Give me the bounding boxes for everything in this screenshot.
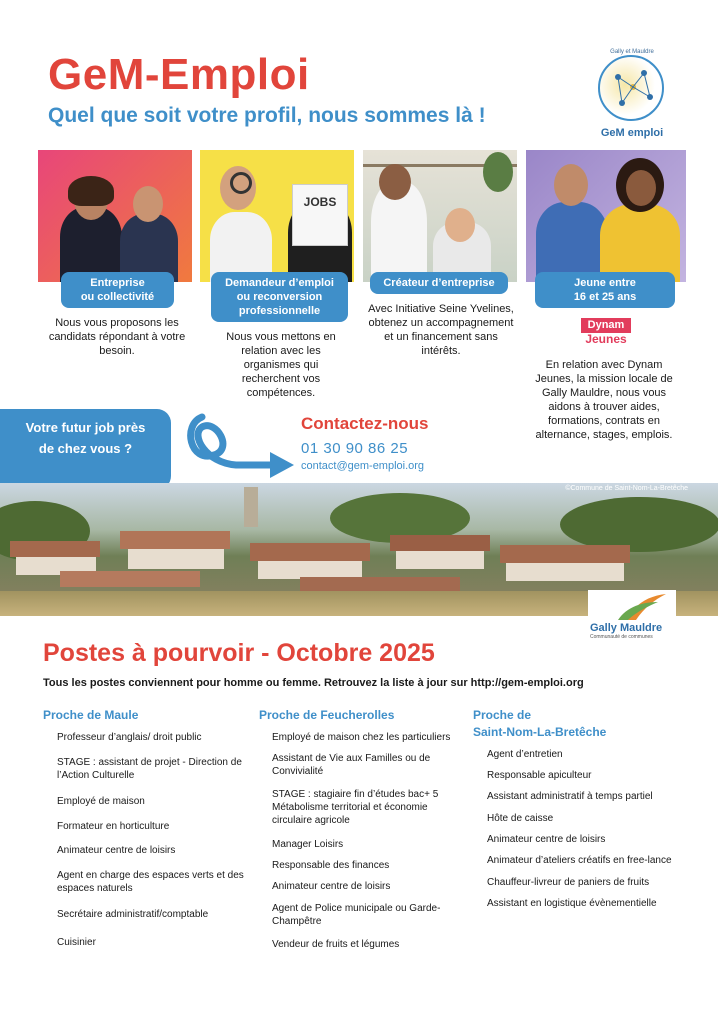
dynam-jeunes-logo: [581, 318, 631, 346]
list-item: Responsable des finances: [272, 860, 390, 871]
list-item: STAGE : assistant de projet - Direction de l’Action Culturelle: [57, 757, 242, 781]
list-item: Formateur en horticulture: [57, 821, 170, 832]
church-tower: [244, 487, 258, 527]
roof: [120, 531, 230, 549]
photo-credit: ©Commune de Saint-Nom-La-Bretêche: [565, 485, 688, 492]
person-woman: [600, 204, 680, 282]
roof: [10, 541, 100, 557]
jobs-sign: JOBS: [292, 184, 348, 246]
partner-name: Gally Mauldre: [590, 622, 663, 634]
roof: [500, 545, 630, 563]
list-item: Secrétaire administratif/comptable: [57, 909, 209, 920]
house: [396, 551, 484, 569]
list-item: Assistant en logistique évènementielle: [487, 898, 657, 909]
list-item: Assistant administratif à temps partiel: [487, 791, 653, 802]
gally-mauldre-logo: [588, 590, 676, 640]
job-bubble: [0, 409, 171, 490]
logo-caption-top: Gally et Mauldre: [610, 49, 654, 55]
list-item: Hôte de caisse: [487, 813, 554, 824]
badge-jeune: Jeune entre 16 et 25 ans: [535, 272, 675, 308]
list-item: Manager Loisirs: [272, 839, 344, 850]
list-item: Animateur d’ateliers créatifs en free-lance: [487, 855, 672, 866]
list-item: Cuisinier: [57, 937, 96, 948]
desc-demandeur: Nous vous mettons en relation avec les organismes qui recherchent vos compétences.: [226, 331, 336, 399]
job-bubble-text: Votre futur job près de chez vous ?: [25, 420, 146, 456]
house: [506, 563, 624, 581]
roof: [390, 535, 490, 551]
photo-createur: [363, 150, 517, 282]
list-item: Animateur centre de loisirs: [57, 845, 176, 856]
list-item: Chauffeur-livreur de paniers de fruits: [487, 877, 650, 888]
house: [128, 549, 224, 569]
list-item: Animateur centre de loisirs: [272, 881, 391, 892]
contact-phone[interactable]: 01 30 90 86 25: [301, 440, 409, 457]
person-man: [536, 202, 608, 282]
plant: [483, 152, 513, 192]
page-subtitle: Quel que soit votre profil, nous sommes là !: [48, 104, 486, 127]
page-title: GeM-Emploi: [48, 50, 310, 99]
list-item: Agent de Police municipale ou Garde-Champêtre: [272, 903, 441, 927]
magnifier-icon: [230, 172, 252, 194]
dynam-logo-top: Dynam: [581, 318, 631, 333]
network-icon: [600, 57, 666, 123]
list-item: Employé de maison: [57, 796, 145, 807]
logo-emblem: [598, 55, 664, 121]
dynam-logo-bottom: Jeunes: [585, 332, 627, 346]
hair: [68, 176, 114, 206]
badge-entreprise: Entreprise ou collectivité: [61, 272, 174, 308]
list-item: Agent en charge des espaces verts et des espaces naturels: [57, 870, 244, 894]
list-item: Employé de maison chez les particuliers: [272, 732, 451, 743]
contact-title: Contactez-nous: [301, 414, 429, 433]
postes-subtitle: Tous les postes conviennent pour homme ou femme. Retrouvez la liste à jour sur http://gem-emploi.org: [43, 677, 584, 689]
photo-entreprise: [38, 150, 192, 282]
tree: [560, 497, 718, 552]
column-title-maule: Proche de Maule: [43, 708, 139, 722]
gem-logo: [592, 49, 672, 145]
badge-createur: Créateur d’entreprise: [370, 272, 508, 294]
contact-email[interactable]: contact@gem-emploi.org: [301, 460, 425, 472]
column-title-feucherolles: Proche de Feucherolles: [259, 708, 395, 722]
logo-caption: GeM emploi: [600, 127, 664, 139]
roof: [250, 543, 370, 561]
postes-title: Postes à pourvoir - Octobre 2025: [43, 639, 435, 667]
list-item: Responsable apiculteur: [487, 770, 592, 781]
person-head: [445, 208, 475, 242]
badge-demandeur: Demandeur d’emploi ou reconversion professionnelle: [211, 272, 348, 322]
desc-jeune: En relation avec Dynam Jeunes, la mission locale de Gally Mauldre, nous vous aidons à trouver aides, formations, contrats en alternance, stages, emplois.: [535, 359, 673, 441]
roof: [60, 571, 200, 587]
list-item: STAGE : stagiaire fin d’études bac+ 5 Métabolisme territorial et économie circulaire agricole: [272, 789, 439, 826]
list-item: Vendeur de fruits et légumes: [272, 939, 400, 950]
desc-entreprise: Nous vous proposons les candidats répondant à votre besoin.: [48, 317, 186, 357]
list-item: Professeur d’anglais/ droit public: [57, 732, 202, 743]
list-item: Agent d’entretien: [487, 749, 563, 760]
photo-demandeur: [200, 150, 354, 282]
roof: [300, 577, 460, 591]
list-item: Assistant de Vie aux Familles ou de Convivialité: [272, 753, 431, 777]
person-head: [626, 170, 656, 206]
ribbon-arrow-icon: [176, 405, 296, 485]
person-head: [133, 186, 163, 222]
person-head: [379, 164, 411, 200]
partner-subtitle: Communauté de communes: [590, 634, 653, 640]
leaf-icon: [588, 590, 676, 622]
column-title-saint-nom: Proche de Saint-Nom-La-Bretêche: [473, 708, 607, 739]
list-item: Animateur centre de loisirs: [487, 834, 606, 845]
person-head: [554, 164, 588, 206]
photo-jeune: [526, 150, 686, 282]
desc-createur: Avec Initiative Seine Yvelines, obtenez un accompagnement et un financement sans intérêts.: [368, 303, 514, 357]
